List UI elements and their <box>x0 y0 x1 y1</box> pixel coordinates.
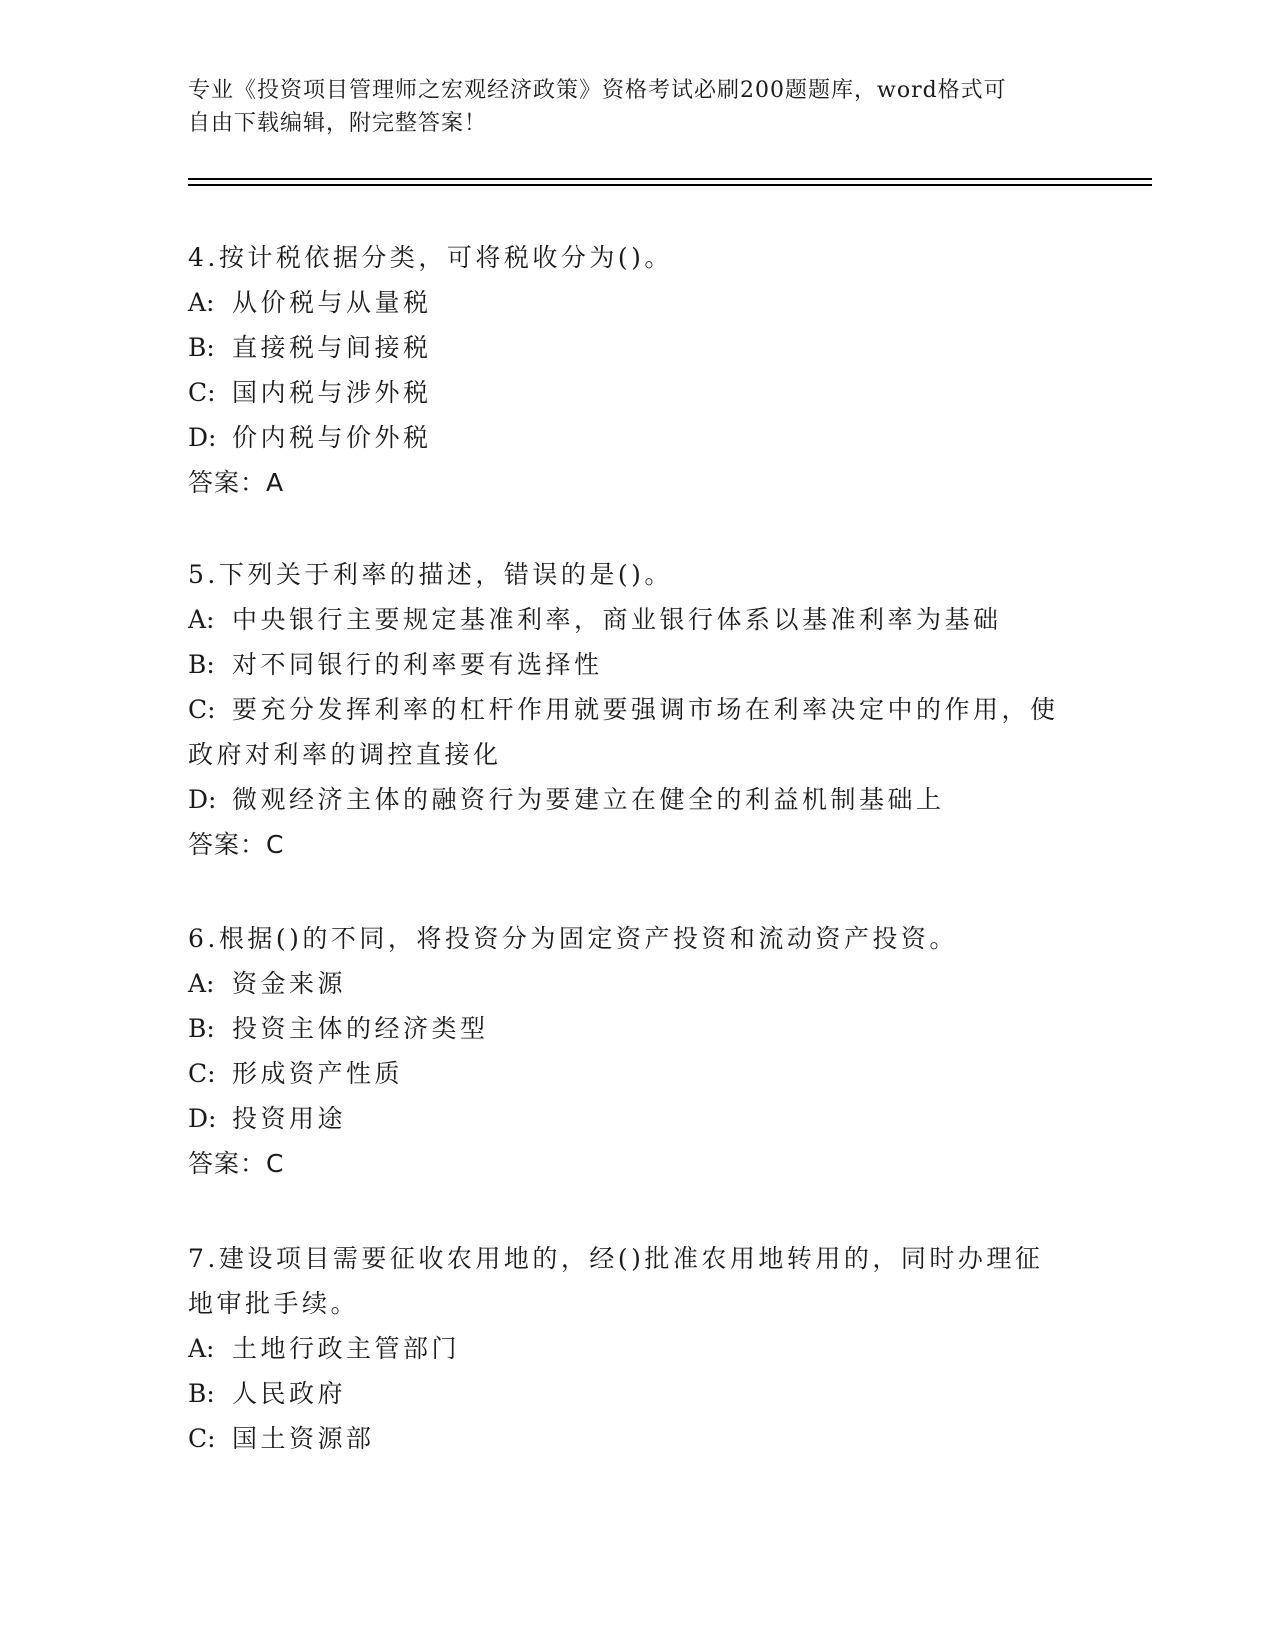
option-text: 人民政府 <box>232 1379 347 1408</box>
option-key: B: <box>188 1014 215 1043</box>
option-text: 微观经济主体的融资行为要建立在健全的利益机制基础上 <box>232 785 945 814</box>
question-stem: 5.下列关于利率的描述，错误的是()。 <box>188 560 673 589</box>
document-header <box>188 74 1068 140</box>
option-text: 价内税与价外税 <box>232 423 432 452</box>
option-key: B: <box>188 650 215 679</box>
question-5 <box>188 552 1088 867</box>
option-key: A: <box>188 605 215 634</box>
option-a <box>188 280 1088 325</box>
option-b <box>188 1371 1088 1416</box>
option-d <box>188 1096 1088 1141</box>
option-key: B: <box>188 1379 215 1408</box>
option-text: 国内税与涉外税 <box>232 378 432 407</box>
option-key: B: <box>188 333 215 362</box>
option-c <box>188 1051 1088 1096</box>
option-c <box>188 687 1088 732</box>
header-line-1: 专业《投资项目管理师之宏观经济政策》资格考试必刷200题题库，word格式可 <box>188 78 1007 103</box>
question-4 <box>188 235 1088 505</box>
option-text: 资金来源 <box>232 969 347 998</box>
option-text: 要充分发挥利率的杠杆作用就要强调市场在利率决定中的作用，使 <box>232 695 1059 724</box>
header-line-2: 自由下载编辑，附完整答案！ <box>188 111 488 136</box>
question-6 <box>188 916 1088 1186</box>
option-key: A: <box>188 1334 215 1363</box>
option-key: D: <box>188 1104 217 1133</box>
option-a <box>188 961 1088 1006</box>
option-b <box>188 642 1088 687</box>
answer-label: 答案：C <box>188 1149 285 1178</box>
question-stem-line-2: 地审批手续。 <box>188 1289 360 1318</box>
option-key: D: <box>188 785 217 814</box>
header-divider-bottom <box>188 184 1152 186</box>
option-key: C: <box>188 695 216 724</box>
option-text: 土地行政主管部门 <box>232 1334 461 1363</box>
question-7 <box>188 1236 1088 1461</box>
option-text: 政府对利率的调控直接化 <box>188 740 502 769</box>
option-text: 投资主体的经济类型 <box>232 1014 489 1043</box>
option-key: A: <box>188 288 215 317</box>
option-a <box>188 597 1088 642</box>
option-d <box>188 777 1088 822</box>
question-stem: 6.根据()的不同，将投资分为固定资产投资和流动资产投资。 <box>188 924 958 953</box>
option-text: 从价税与从量税 <box>232 288 432 317</box>
option-b <box>188 325 1088 370</box>
option-text: 投资用途 <box>232 1104 347 1133</box>
header-divider-top <box>188 178 1152 180</box>
option-text: 对不同银行的利率要有选择性 <box>232 650 603 679</box>
option-text: 形成资产性质 <box>232 1059 404 1088</box>
option-d <box>188 415 1088 460</box>
question-stem: 4.按计税依据分类，可将税收分为()。 <box>188 243 673 272</box>
question-stem-line-1: 7.建设项目需要征收农用地的，经()批准农用地转用的，同时办理征 <box>188 1244 1044 1273</box>
option-key: C: <box>188 1424 216 1453</box>
option-b <box>188 1006 1088 1051</box>
option-c-continued <box>188 732 1088 777</box>
option-key: A: <box>188 969 215 998</box>
option-a <box>188 1326 1088 1371</box>
option-key: D: <box>188 423 217 452</box>
option-text: 直接税与间接税 <box>232 333 432 362</box>
option-key: C: <box>188 1059 216 1088</box>
answer-label: 答案：A <box>188 468 285 497</box>
answer-label: 答案：C <box>188 830 285 859</box>
option-c <box>188 370 1088 415</box>
option-text: 国土资源部 <box>232 1424 375 1453</box>
option-text: 中央银行主要规定基准利率，商业银行体系以基准利率为基础 <box>232 605 1002 634</box>
option-c <box>188 1416 1088 1461</box>
option-key: C: <box>188 378 216 407</box>
